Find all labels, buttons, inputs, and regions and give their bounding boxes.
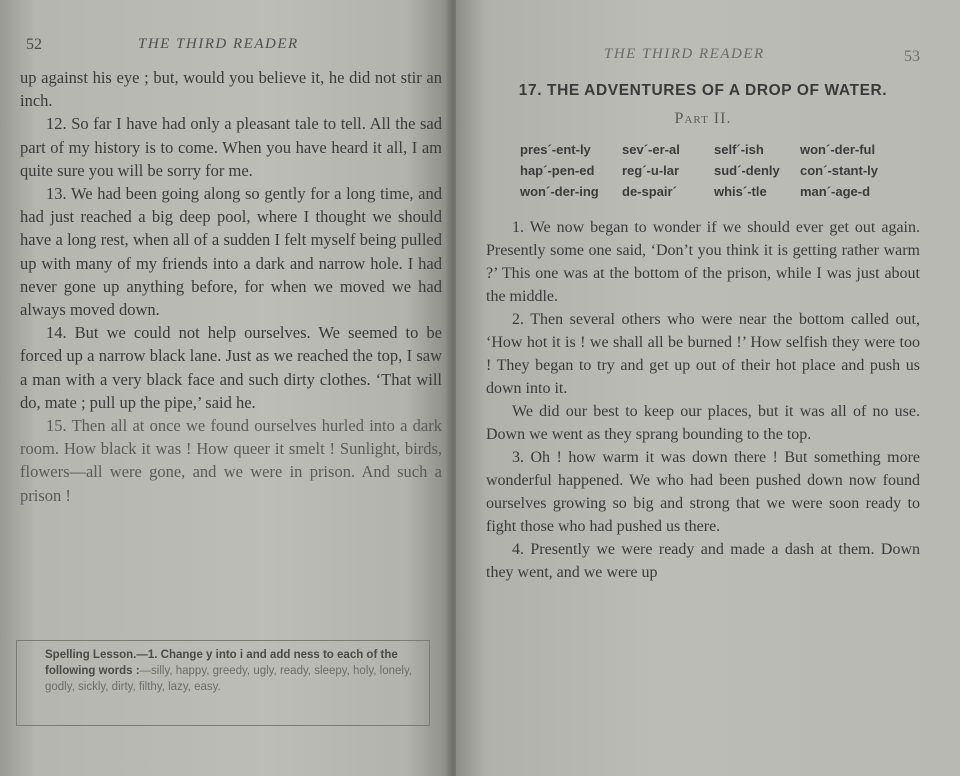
paragraph: 14. But we could not help ourselves. We seemed to be forced up a narrow black lane. Just as we reached the top, I saw a man with a very black face and such dirty clothes. ‘That will do, mate ; pull up the pipe,’ said he. xyxy=(20,323,442,412)
page-number: 53 xyxy=(904,48,920,65)
word-list-item: con´-stant-ly xyxy=(800,163,878,178)
paragraph: We did our best to keep our places, but it was all of no use. Down we went as they sprang bounding to the top. xyxy=(486,403,920,443)
paragraph: 3. Oh ! how warm it was down there ! But something more wonderful happened. We who had been pushed down now found ourselves growing so big and strong that we were soon ready to fight those who had pushed us there. xyxy=(486,449,920,535)
spelling-lesson-instruction: —1. Change y into i and add ness to each of the following words : xyxy=(45,649,398,677)
paragraph: 12. So far I have had only a pleasant tale to tell. All the sad part of my history is to come. When you have heard it all, I am quite sure you will be sorry for me. xyxy=(20,114,442,180)
right-page xyxy=(456,0,960,776)
word-list-item: hap´-pen-ed xyxy=(520,163,595,178)
paragraph: 1. We now began to wonder if we should ever get out again. Presently some one said, ‘Don’t you think it is getting rather warm ?’ This one was at the bottom of the prison, while I was just about the middle. xyxy=(486,219,920,305)
spelling-lesson-heading: Spelling Lesson. xyxy=(45,649,137,661)
word-list-item: de-spair´ xyxy=(622,184,677,199)
spelling-lesson-box xyxy=(16,640,430,726)
right-page-body xyxy=(486,216,920,584)
left-page xyxy=(0,0,452,776)
running-title: THE THIRD READER xyxy=(138,36,299,52)
word-list-item: sev´-er-al xyxy=(622,142,680,157)
word-list-item: whis´-tle xyxy=(714,184,767,199)
word-list-item: man´-age-d xyxy=(800,184,871,199)
chapter-title: 17. THE ADVENTURES OF A DROP OF WATER. xyxy=(518,82,888,99)
spelling-lesson-words: —silly, happy, greedy, ugly, ready, sleepy, holy, lonely, godly, sickly, dirty, filthy, lazy, easy. xyxy=(45,665,413,693)
right-running-head xyxy=(486,40,920,68)
paragraph: up against his eye ; but, would you believe it, he did not stir an inch. xyxy=(20,68,442,111)
left-running-head xyxy=(20,36,442,64)
paragraph: 4. Presently we were ready and made a dash at them. Down they went, and we were up xyxy=(486,541,920,581)
running-title: THE THIRD READER xyxy=(604,46,765,62)
word-list-item: won´-der-ful xyxy=(800,142,876,157)
paragraph: 2. Then several others who were near the bottom called out, ‘How hot it is ! we shall all be burned !’ How selfish they were too ! They began to try and get up out of their hot place and push us down into it. xyxy=(486,311,920,397)
word-list-item: sud´-denly xyxy=(714,163,780,178)
paragraph: 15. Then all at once we found ourselves hurled into a dark room. How black it was ! How queer it smelt ! Sunlight, birds, flowers—all were gone, and we were in prison. And such a prison ! xyxy=(20,416,442,505)
word-list-item: reg´-u-lar xyxy=(622,163,680,178)
paragraph: 13. We had been going along so gently for a long time, and had just reached a big deep pool, where I thought we should have a long rest, when all of a sudden I felt myself being pulled up with many of my friends into a dark and narrow hole. I had never gone up anything before, for when we moved we had always moved down. xyxy=(20,184,442,320)
word-list-item: won´-der-ing xyxy=(520,184,599,199)
part-heading: Part II. xyxy=(674,110,732,127)
page-number: 52 xyxy=(26,36,42,53)
word-list xyxy=(520,140,920,202)
word-list-item: pres´-ent-ly xyxy=(520,142,591,157)
left-page-body xyxy=(20,66,442,507)
word-list-item: self´-ish xyxy=(714,142,764,157)
